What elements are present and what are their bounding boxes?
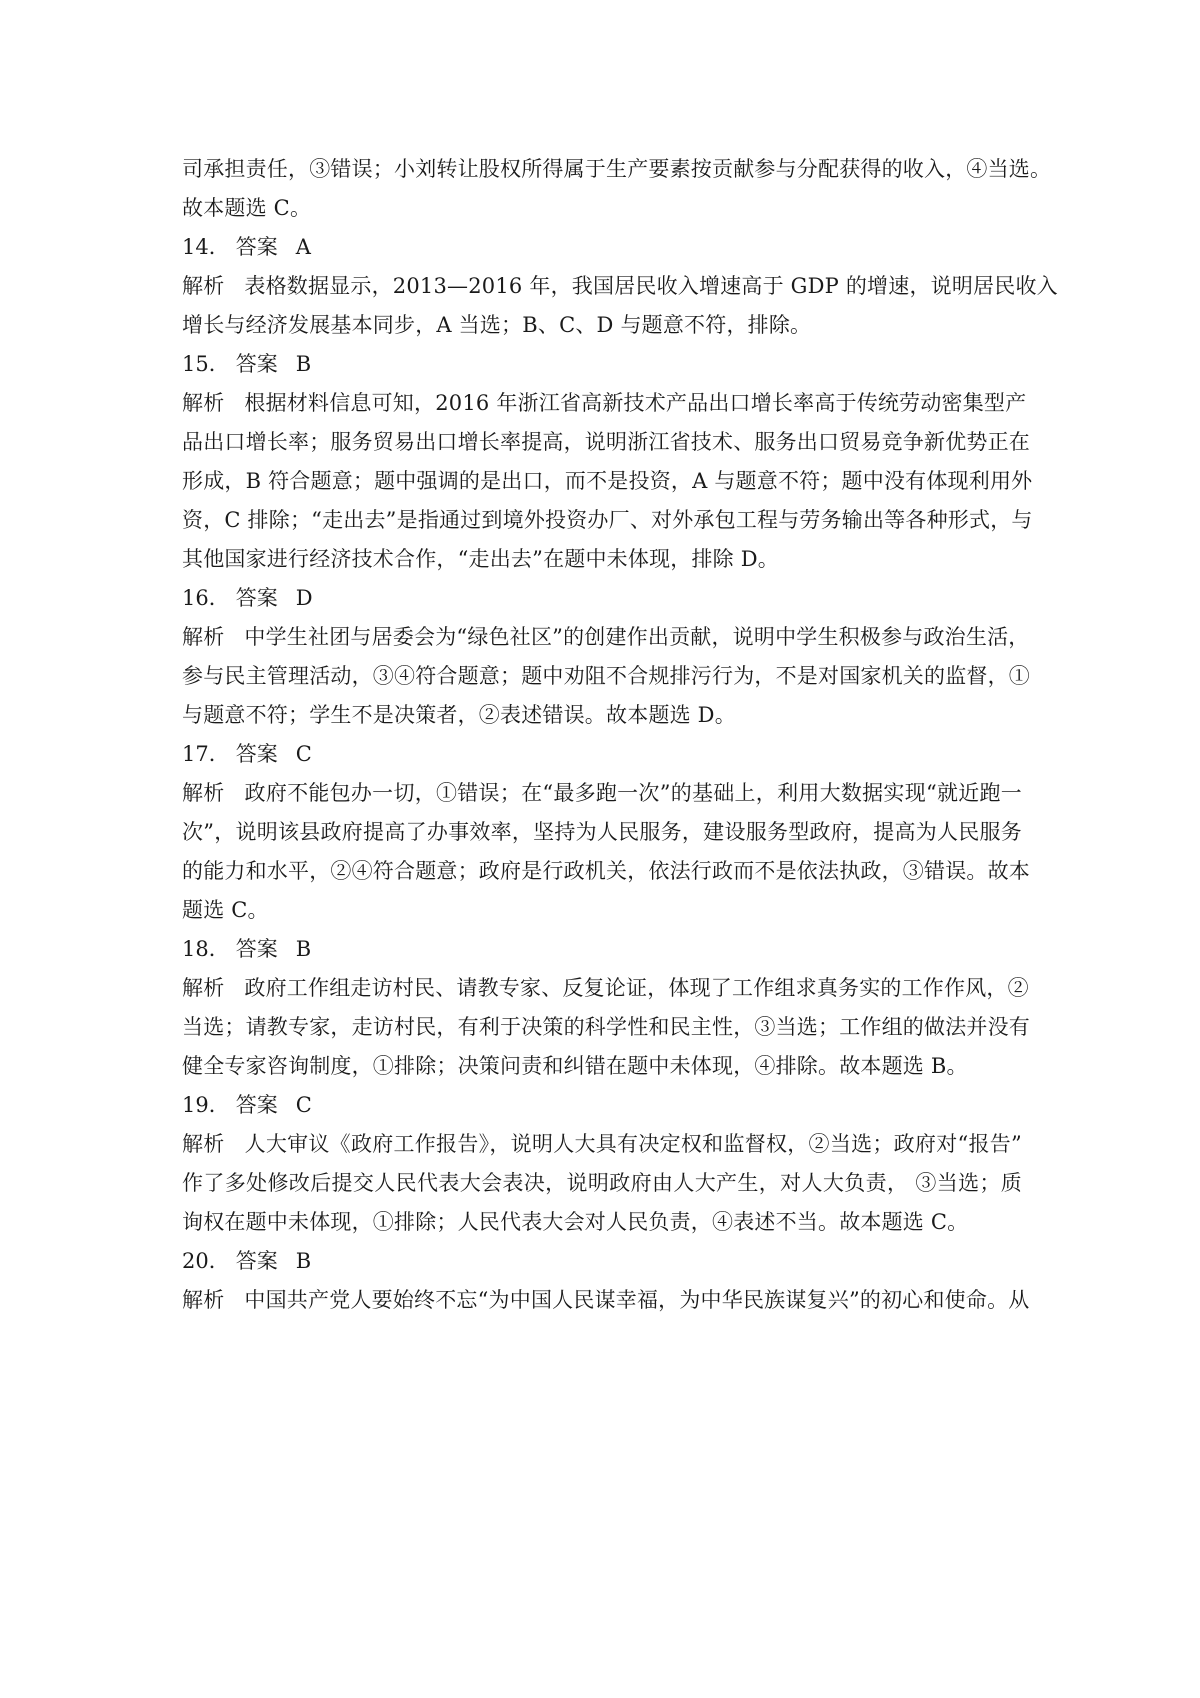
answer-choice: B	[295, 352, 312, 376]
analysis-line: 解析 人大审议《政府工作报告》，说明人大具有决定权和监督权，②当选；政府对“报告”	[182, 1132, 1022, 1156]
analysis-line: 当选；请教专家，走访村民，有利于决策的科学性和民主性，③当选；工作组的做法并没有	[182, 1015, 1030, 1039]
analysis-line: 作了多处修改后提交人民代表大会表决，说明政府由人大产生，对人大负责， ③当选；质	[182, 1171, 1022, 1195]
answer-header	[182, 1086, 1022, 1125]
analysis-line: 解析 表格数据显示，2013—2016 年，我国居民收入增速高于 GDP 的增速，说明居民收入	[182, 274, 1058, 298]
answer-label: 答案	[235, 742, 278, 766]
answer-label: 答案	[235, 586, 278, 610]
question-number: 19．	[182, 1093, 230, 1117]
analysis-line: 解析 政府不能包办一切，①错误；在“最多跑一次”的基础上，利用大数据实现“就近跑一	[182, 781, 1022, 805]
question-number: 16．	[182, 586, 230, 610]
question-number: 14．	[182, 235, 230, 259]
answer-label: 答案	[235, 1093, 278, 1117]
analysis-line: 解析 中国共产党人要始终不忘“为中国人民谋幸福，为中华民族谋复兴”的初心和使命。从	[182, 1288, 1030, 1312]
analysis-label: 解析	[182, 1132, 225, 1156]
analysis-line: 资，C 排除；“走出去”是指通过到境外投资办厂、对外承包工程与劳务输出等各种形式，与	[182, 508, 1033, 532]
analysis-line: 询权在题中未体现，①排除；人民代表大会对人民负责，④表述不当。故本题选 C。	[182, 1210, 969, 1234]
question-number: 17．	[182, 742, 230, 766]
answer-choice: B	[295, 937, 312, 961]
analysis-line: 健全专家咨询制度，①排除；决策问责和纠错在题中未体现，④排除。故本题选 B。	[182, 1054, 968, 1078]
answer-choice: B	[295, 1249, 312, 1273]
answer-choice: C	[295, 742, 312, 766]
answer-label: 答案	[235, 937, 278, 961]
answer-label: 答案	[235, 1249, 278, 1273]
intro-line: 司承担责任，③错误；小刘转让股权所得属于生产要素按贡献参与分配获得的收入，④当选。	[182, 157, 1052, 181]
analysis-line: 解析 政府工作组走访村民、请教专家、反复论证，体现了工作组求真务实的工作作风，②	[182, 976, 1029, 1000]
answer-header	[182, 228, 1022, 267]
analysis-line: 其他国家进行经济技术合作，“走出去”在题中未体现，排除 D。	[182, 547, 779, 571]
analysis-label: 解析	[182, 781, 225, 805]
answer-choice: D	[295, 586, 313, 610]
analysis-line: 题选 C。	[182, 898, 269, 922]
analysis-label: 解析	[182, 391, 225, 415]
analysis-label: 解析	[182, 1288, 225, 1312]
answer-choice: A	[295, 235, 311, 259]
analysis-line: 形成，B 符合题意；题中强调的是出口，而不是投资，A 与题意不符；题中没有体现利用外	[182, 469, 1033, 493]
answer-choice: C	[295, 1093, 312, 1117]
analysis-label: 解析	[182, 976, 225, 1000]
analysis-label: 解析	[182, 625, 225, 649]
analysis-line: 与题意不符；学生不是决策者，②表述错误。故本题选 D。	[182, 703, 736, 727]
answer-header	[182, 930, 1022, 969]
analysis-line: 解析 中学生社团与居委会为“绿色社区”的创建作出贡献，说明中学生积极参与政治生活，	[182, 625, 1030, 649]
answer-header	[182, 1242, 1022, 1281]
question-number: 18．	[182, 937, 230, 961]
question-number: 20．	[182, 1249, 230, 1273]
analysis-line: 次”，说明该县政府提高了办事效率，坚持为人民服务，建设服务型政府，提高为人民服务	[182, 820, 1022, 844]
analysis-line: 增长与经济发展基本同步，A 当选；B、C、D 与题意不符，排除。	[182, 313, 812, 337]
answer-label: 答案	[235, 352, 278, 376]
answer-header	[182, 345, 1022, 384]
answer-label: 答案	[235, 235, 278, 259]
analysis-line: 参与民主管理活动，③④符合题意；题中劝阻不合规排污行为，不是对国家机关的监督，①	[182, 664, 1030, 688]
analysis-label: 解析	[182, 274, 225, 298]
question-number: 15．	[182, 352, 230, 376]
answer-header	[182, 579, 1022, 618]
analysis-line: 品出口增长率；服务贸易出口增长率提高，说明浙江省技术、服务出口贸易竞争新优势正在	[182, 430, 1030, 454]
answer-key-text	[182, 150, 1058, 1320]
intro-line: 故本题选 C。	[182, 196, 312, 220]
analysis-line: 的能力和水平，②④符合题意；政府是行政机关，依法行政而不是依法执政，③错误。故本	[182, 859, 1030, 883]
analysis-line: 解析 根据材料信息可知，2016 年浙江省高新技术产品出口增长率高于传统劳动密集型产	[182, 391, 1027, 415]
answer-header	[182, 735, 1022, 774]
